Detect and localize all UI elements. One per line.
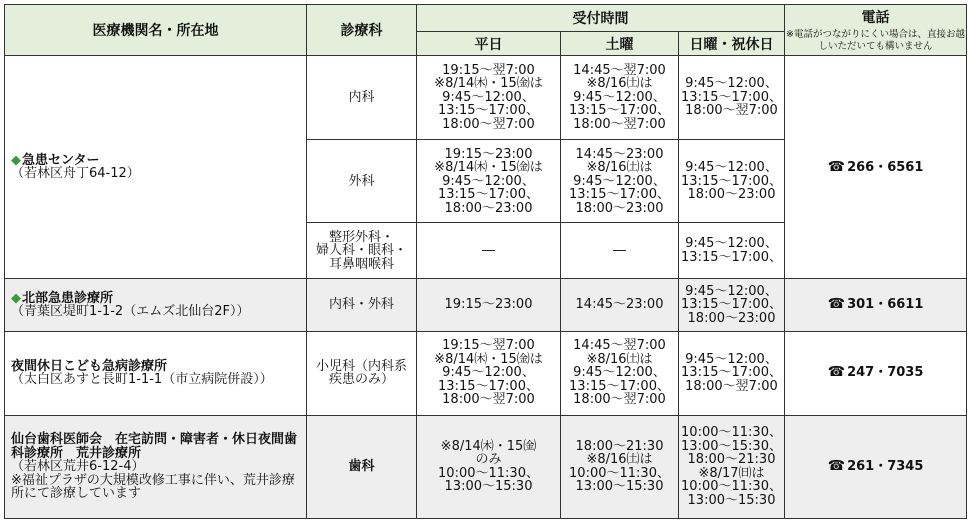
phone-number: 301・6611 (847, 297, 924, 313)
institution-cell (5, 415, 307, 518)
department-cell: 内科 (307, 56, 417, 140)
institution-name: 北部急患診療所 (22, 290, 114, 306)
phone-icon: ☎ (827, 458, 846, 475)
institution-cell (5, 279, 307, 331)
department-cell: 内科・外科 (307, 279, 417, 331)
table-row (5, 415, 967, 518)
weekday-hours: ※8/14㈭・15㈮ のみ 10:00～11:30、 13:00～15:30 (417, 415, 561, 518)
institution-address: （太白区あすと長町1-1-1（市立病院併設）） (11, 372, 273, 388)
table-row (5, 279, 967, 331)
department-cell: 歯科 (307, 415, 417, 518)
phone-cell (785, 331, 967, 415)
saturday-hours: 18:00～21:30 ※8/16㈯は 10:00～11:30、 13:00～15:30 (561, 415, 679, 518)
department-cell: 整形外科・ 婦人科・眼科・ 耳鼻咽喉科 (307, 223, 417, 279)
holiday-hours: 9:45～12:00、 13:15～17:00、 18:00～23:00 (679, 279, 785, 331)
phone-icon: ☎ (827, 158, 846, 175)
institution-name: 仙台歯科医師会 在宅訪問・障害者・休日夜間歯科診療所 荒井診療所 (11, 432, 298, 461)
header-phone (785, 5, 967, 56)
weekday-hours: 19:15～翌7:00 ※8/14㈭・15㈮は 9:45～12:00、 13:15～17:00、 18:00～翌7:00 (417, 331, 561, 415)
phone-icon: ☎ (827, 296, 846, 313)
header-reception: 受付時間 (417, 5, 785, 32)
weekday-hours: 19:15～23:00 ※8/14㈭・15㈮は 9:45～12:00、 13:15～17:00、 18:00～23:00 (417, 140, 561, 223)
institution-address: （青葉区堤町1-1-2（エムズ北仙台2F）） (11, 304, 250, 320)
holiday-hours: 9:45～12:00、 13:15～17:00、 18:00～翌7:00 (679, 56, 785, 140)
diamond-icon: ◆ (11, 152, 21, 168)
diamond-icon: ◆ (11, 290, 21, 306)
weekday-hours: ― (417, 223, 561, 279)
phone-icon: ☎ (827, 364, 846, 381)
phone-number: 261・7345 (847, 459, 924, 475)
holiday-hours: 9:45～12:00、 13:15～17:00、 18:00～23:00 (679, 140, 785, 223)
institution-cell (5, 331, 307, 415)
institution-address: （若林区荒井6-12-4） (11, 459, 145, 475)
header-weekday: 平日 (417, 32, 561, 56)
phone-cell (785, 279, 967, 331)
phone-number: 266・6561 (847, 159, 924, 175)
header-phone-label: 電話 (861, 10, 890, 27)
institution-cell (5, 56, 307, 279)
saturday-hours: 14:45～23:00 ※8/16㈯は 9:45～12:00、 13:15～17:00、 18:00～23:00 (561, 140, 679, 223)
clinic-schedule-table (4, 4, 967, 519)
phone-cell (785, 415, 967, 518)
institution-note: ※福祉プラザの大規模改修工事に伴い、荒井診療所にて診療しています (11, 472, 295, 502)
header-department: 診療科 (307, 5, 417, 56)
phone-number: 247・7035 (847, 365, 924, 381)
holiday-hours: 10:00～11:30、 13:00～15:30、 18:00～21:30 ※8/17㈰は 10:00～11:30、 13:00～15:30 (679, 415, 785, 518)
saturday-hours: ― (561, 223, 679, 279)
header-institution: 医療機関名・所在地 (5, 5, 307, 56)
saturday-hours: 14:45～翌7:00 ※8/16㈯は 9:45～12:00、 13:15～17:00、 18:00～翌7:00 (561, 56, 679, 140)
saturday-hours: 14:45～翌7:00 ※8/16㈯は 9:45～12:00、 13:15～17:00、 18:00～翌7:00 (561, 331, 679, 415)
institution-name: 夜間休日こども急病診療所 (11, 358, 168, 374)
department-cell: 外科 (307, 140, 417, 223)
header-saturday: 土曜 (561, 32, 679, 56)
institution-name: 急患センター (22, 152, 100, 168)
table-row (5, 56, 967, 140)
weekday-hours: 19:15～23:00 (417, 279, 561, 331)
header-phone-note: ※電話がつながりにくい場合は、直接お越しいただいても構いません (786, 29, 965, 53)
table-row (5, 331, 967, 415)
holiday-hours: 9:45～12:00、 13:15～17:00、 18:00～翌7:00 (679, 331, 785, 415)
holiday-hours: 9:45～12:00、 13:15～17:00、 (679, 223, 785, 279)
department-cell: 小児科（内科系 疾患のみ） (307, 331, 417, 415)
saturday-hours: 14:45～23:00 (561, 279, 679, 331)
institution-address: （若林区舟丁64-12） (11, 166, 140, 182)
header-holiday: 日曜・祝休日 (679, 32, 785, 56)
phone-cell (785, 56, 967, 279)
weekday-hours: 19:15～翌7:00 ※8/14㈭・15㈮は 9:45～12:00、 13:15～17:00、 18:00～翌7:00 (417, 56, 561, 140)
